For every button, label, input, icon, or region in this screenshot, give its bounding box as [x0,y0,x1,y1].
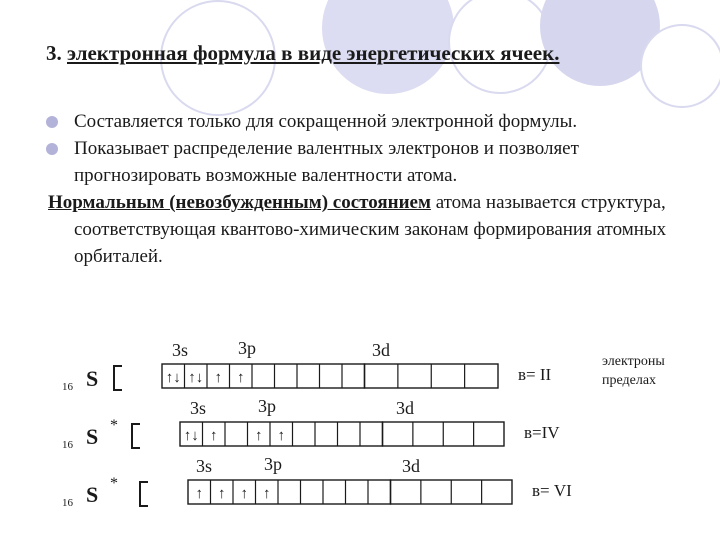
bullet-text: Составляется только для сокращенной электронной формулы. [74,111,578,132]
sublevel-d-label: 3d [402,456,420,476]
element-symbol: S [86,424,99,449]
bracket-icon [140,482,148,506]
atomic-number: 16 [62,497,73,509]
electron-arrow: ↑ [240,486,248,502]
sublevel-p-label: 3p [238,338,256,358]
definition-paragraph [44,189,684,270]
valence-label: в= II [518,365,552,384]
bullet-dot-icon [46,143,58,155]
excited-star: * [110,417,118,434]
sublevel-s-label: 3s [190,398,207,418]
sublevel-p-label: 3p [264,454,282,474]
electron-arrow: ↑ [263,486,271,502]
electron-arrow: ↑↓ [165,370,181,386]
sublevel-s-label: 3s [196,456,213,476]
bracket-icon [132,424,140,448]
sublevel-p-label: 3p [258,396,276,416]
sublevel-d-label: 3d [372,340,390,360]
excited-star: * [110,475,118,492]
title-text: электронная формула в виде энергетических ячеек. [67,41,560,65]
electron-arrow: ↑ [237,370,245,386]
sublevel-d-label: 3d [396,398,414,418]
side-note: электроны пределах [602,354,665,388]
bullet-dot-icon [46,116,58,128]
atomic-number: 16 [62,439,73,451]
bullet-item [44,108,684,135]
orbital-diagram [0,330,720,540]
electron-arrow: ↑ [214,370,222,386]
electron-arrow: ↑ [210,428,218,444]
atomic-number: 16 [62,381,73,393]
slide-title [46,38,666,68]
slide-body [44,108,684,270]
definition-text: атома называется структура, соответствующая квантово-химическим законам формирования атомных орбиталей. [74,192,667,267]
electron-arrow: ↑↓ [183,428,199,444]
electron-arrow: ↑ [277,428,285,444]
element-symbol: S [86,366,99,391]
electron-arrow: ↑ [255,428,263,444]
bullet-item [44,135,684,189]
valence-label: в= VI [532,481,572,500]
bullet-text: Показывает распределение валентных электронов и позволяет прогнозировать возможные валентности атома. [74,138,579,186]
valence-label: в=IV [524,423,560,442]
sublevel-s-label: 3s [172,340,189,360]
bracket-icon [114,366,122,390]
element-symbol: S [86,482,99,507]
electron-arrow: ↑ [218,486,226,502]
definition-term: Нормальным (невозбужденным) состоянием [48,192,431,213]
electron-arrow: ↑↓ [188,370,204,386]
title-number: 3. [46,41,62,65]
electron-arrow: ↑ [195,486,203,502]
